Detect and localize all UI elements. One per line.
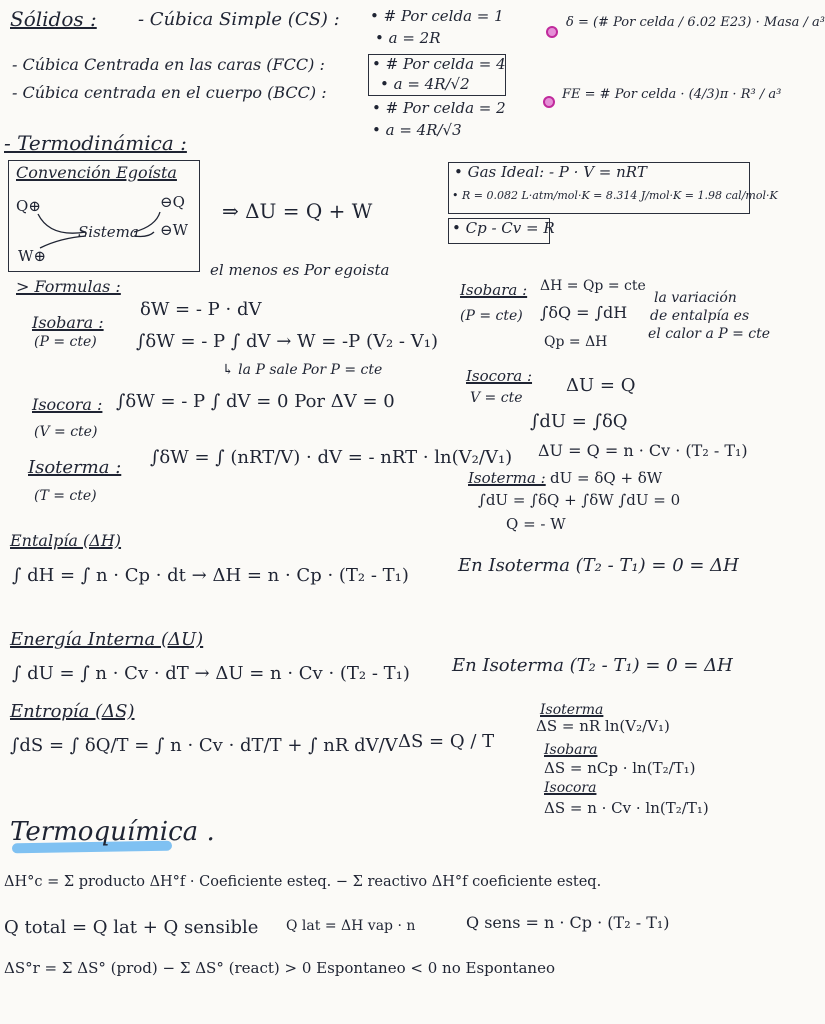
right-isoterma-eq3: Q = - W <box>506 515 566 533</box>
right-isocora-label: Isocora : <box>466 367 533 385</box>
first-law-equation: ⇒ ΔU = Q + W <box>222 199 373 223</box>
fe-bullet-icon <box>543 96 555 108</box>
isobara-note: ↳ la P sale Por P = cte <box>222 362 383 378</box>
entropia-iso2-label: Isobara <box>544 742 598 758</box>
entropia-equation: ∫dS = ∫ δQ/T = ∫ n · Cv · dT/T + ∫ nR dV/V <box>10 735 398 756</box>
entropia-iso3-eq: ΔS = n · Cv · ln(T₂/T₁) <box>544 799 709 817</box>
termoquimica-line2a: Q total = Q lat + Q sensible <box>4 917 259 938</box>
isocora-label: Isocora : <box>32 395 103 414</box>
right-isobara-label: Isobara : <box>460 281 528 299</box>
right-isoterma-eq1: dU = δQ + δW <box>550 469 663 487</box>
right-isoterma-label: Isoterma : <box>468 469 546 487</box>
right-isocora-condition: V = cte <box>470 390 523 406</box>
convention-title: Convención Egoísta <box>16 163 177 182</box>
q-in-label: Q⊕ <box>16 197 41 215</box>
termodinamica-heading: - Termodinámica : <box>4 131 187 155</box>
egoista-note: el menos es Por egoista <box>210 261 390 279</box>
r-values: • R = 0.082 L·atm/mol·K = 8.314 J/mol·K = 1.98 cal/mol·K <box>452 189 778 202</box>
entropia-iso2-eq: ΔS = nCp · ln(T₂/T₁) <box>544 759 696 777</box>
isobara-label: Isobara : <box>32 313 104 332</box>
energia-equation: ∫ dU = ∫ n · Cv · dT → ΔU = n · Cv · (T₂ - T₁) <box>12 663 410 684</box>
termoquimica-line1: ΔH°c = Σ producto ΔH°f · Coeficiente esteq. − Σ reactivo ΔH°f coeficiente esteq. <box>4 874 602 890</box>
gas-ideal-equation: • Gas Ideal: - P · V = nRT <box>454 163 647 181</box>
entalpia-isoterma-note: En Isoterma (T₂ - T₁) = 0 = ΔH <box>458 555 739 576</box>
system-label: Sistema <box>78 223 139 241</box>
entalpia-equation: ∫ dH = ∫ n · Cp · dt → ΔH = n · Cp · (T₂ - T₁) <box>12 565 409 586</box>
right-isobara-note1: la variación <box>654 290 737 306</box>
cp-cv-equation: • Cp - Cv = R <box>452 219 555 237</box>
right-isobara-eq3: Qp = ΔH <box>544 334 608 350</box>
cs-line2: • a = 2R <box>375 29 441 47</box>
isoterma-eq: ∫δW = ∫ (nRT/V) · dV = - nRT · ln(V₂/V₁) <box>150 447 513 468</box>
bcc-label: - Cúbica centrada en el cuerpo (BCC) : <box>12 83 327 102</box>
fcc-label: - Cúbica Centrada en las caras (FCC) : <box>12 55 325 74</box>
entropia-heading: Entropía (ΔS) <box>10 701 135 722</box>
entropia-iso1-eq: ΔS = nR ln(V₂/V₁) <box>536 717 670 735</box>
formulas-label: > Formulas : <box>16 277 121 296</box>
termoquimica-line2c: Q sens = n · Cp · (T₂ - T₁) <box>466 913 670 932</box>
density-bullet-icon <box>546 26 558 38</box>
right-isoterma-eq2: ∫dU = ∫δQ + ∫δW ∫dU = 0 <box>478 491 681 509</box>
solidos-heading: Sólidos : <box>10 7 97 31</box>
right-isobara-condition: (P = cte) <box>460 308 523 324</box>
fcc-line1: • # Por celda = 4 <box>372 55 506 73</box>
isocora-eq: ∫δW = - P ∫ dV = 0 Por ΔV = 0 <box>116 391 395 412</box>
isoterma-condition: (T = cte) <box>34 488 97 504</box>
fcc-line2: • a = 4R/√2 <box>380 75 470 93</box>
right-isobara-eq2: ∫δQ = ∫dH <box>540 303 628 322</box>
cs-line1: • # Por celda = 1 <box>370 7 504 25</box>
entropia-simple: ΔS = Q / T <box>398 731 495 752</box>
bcc-line1: • # Por celda = 2 <box>372 99 506 117</box>
isoterma-label: Isoterma : <box>28 457 122 478</box>
energia-isoterma-note: En Isoterma (T₂ - T₁) = 0 = ΔH <box>452 655 733 676</box>
right-isocora-eq3: ΔU = Q = n · Cv · (T₂ - T₁) <box>538 441 748 460</box>
entropia-iso1-label: Isoterma <box>540 702 604 718</box>
termoquimica-heading: Termoquímica . <box>10 817 215 847</box>
right-isocora-eq1: ΔU = Q <box>566 375 636 396</box>
right-isobara-eq1: ΔH = Qp = cte <box>540 278 646 294</box>
termoquimica-line3: ΔS°r = Σ ΔS° (prod) − Σ ΔS° (react) > 0 Espontaneo < 0 no Espontaneo <box>4 959 555 977</box>
q-out-label: ⊖Q <box>160 193 185 211</box>
cs-label: - Cúbica Simple (CS) : <box>138 9 340 30</box>
right-isobara-note2: de entalpía es <box>650 308 750 324</box>
density-equation: δ = (# Por celda / 6.02 E23) · Masa / a³ <box>566 15 825 30</box>
convention-arrows-icon <box>30 208 180 258</box>
w-out-label: ⊖W <box>160 221 188 239</box>
right-isocora-eq2: ∫dU = ∫δQ <box>530 411 628 432</box>
energia-heading: Energía Interna (ΔU) <box>10 629 204 650</box>
isocora-condition: (V = cte) <box>34 424 98 440</box>
bcc-line2: • a = 4R/√3 <box>372 121 462 139</box>
termoquimica-line2b: Q lat = ΔH vap · n <box>286 918 416 934</box>
right-isobara-note3: el calor a P = cte <box>648 326 771 342</box>
isobara-eq1: δW = - P · dV <box>140 299 262 320</box>
entalpia-heading: Entalpía (ΔH) <box>10 531 122 550</box>
w-in-label: W⊕ <box>18 247 46 265</box>
isobara-eq2: ∫δW = - P ∫ dV → W = -P (V₂ - V₁) <box>136 331 438 352</box>
fe-equation: FE = # Por celda · (4/3)π · R³ / a³ <box>562 87 782 102</box>
isobara-condition: (P = cte) <box>34 334 97 350</box>
entropia-iso3-label: Isocora <box>544 780 597 796</box>
